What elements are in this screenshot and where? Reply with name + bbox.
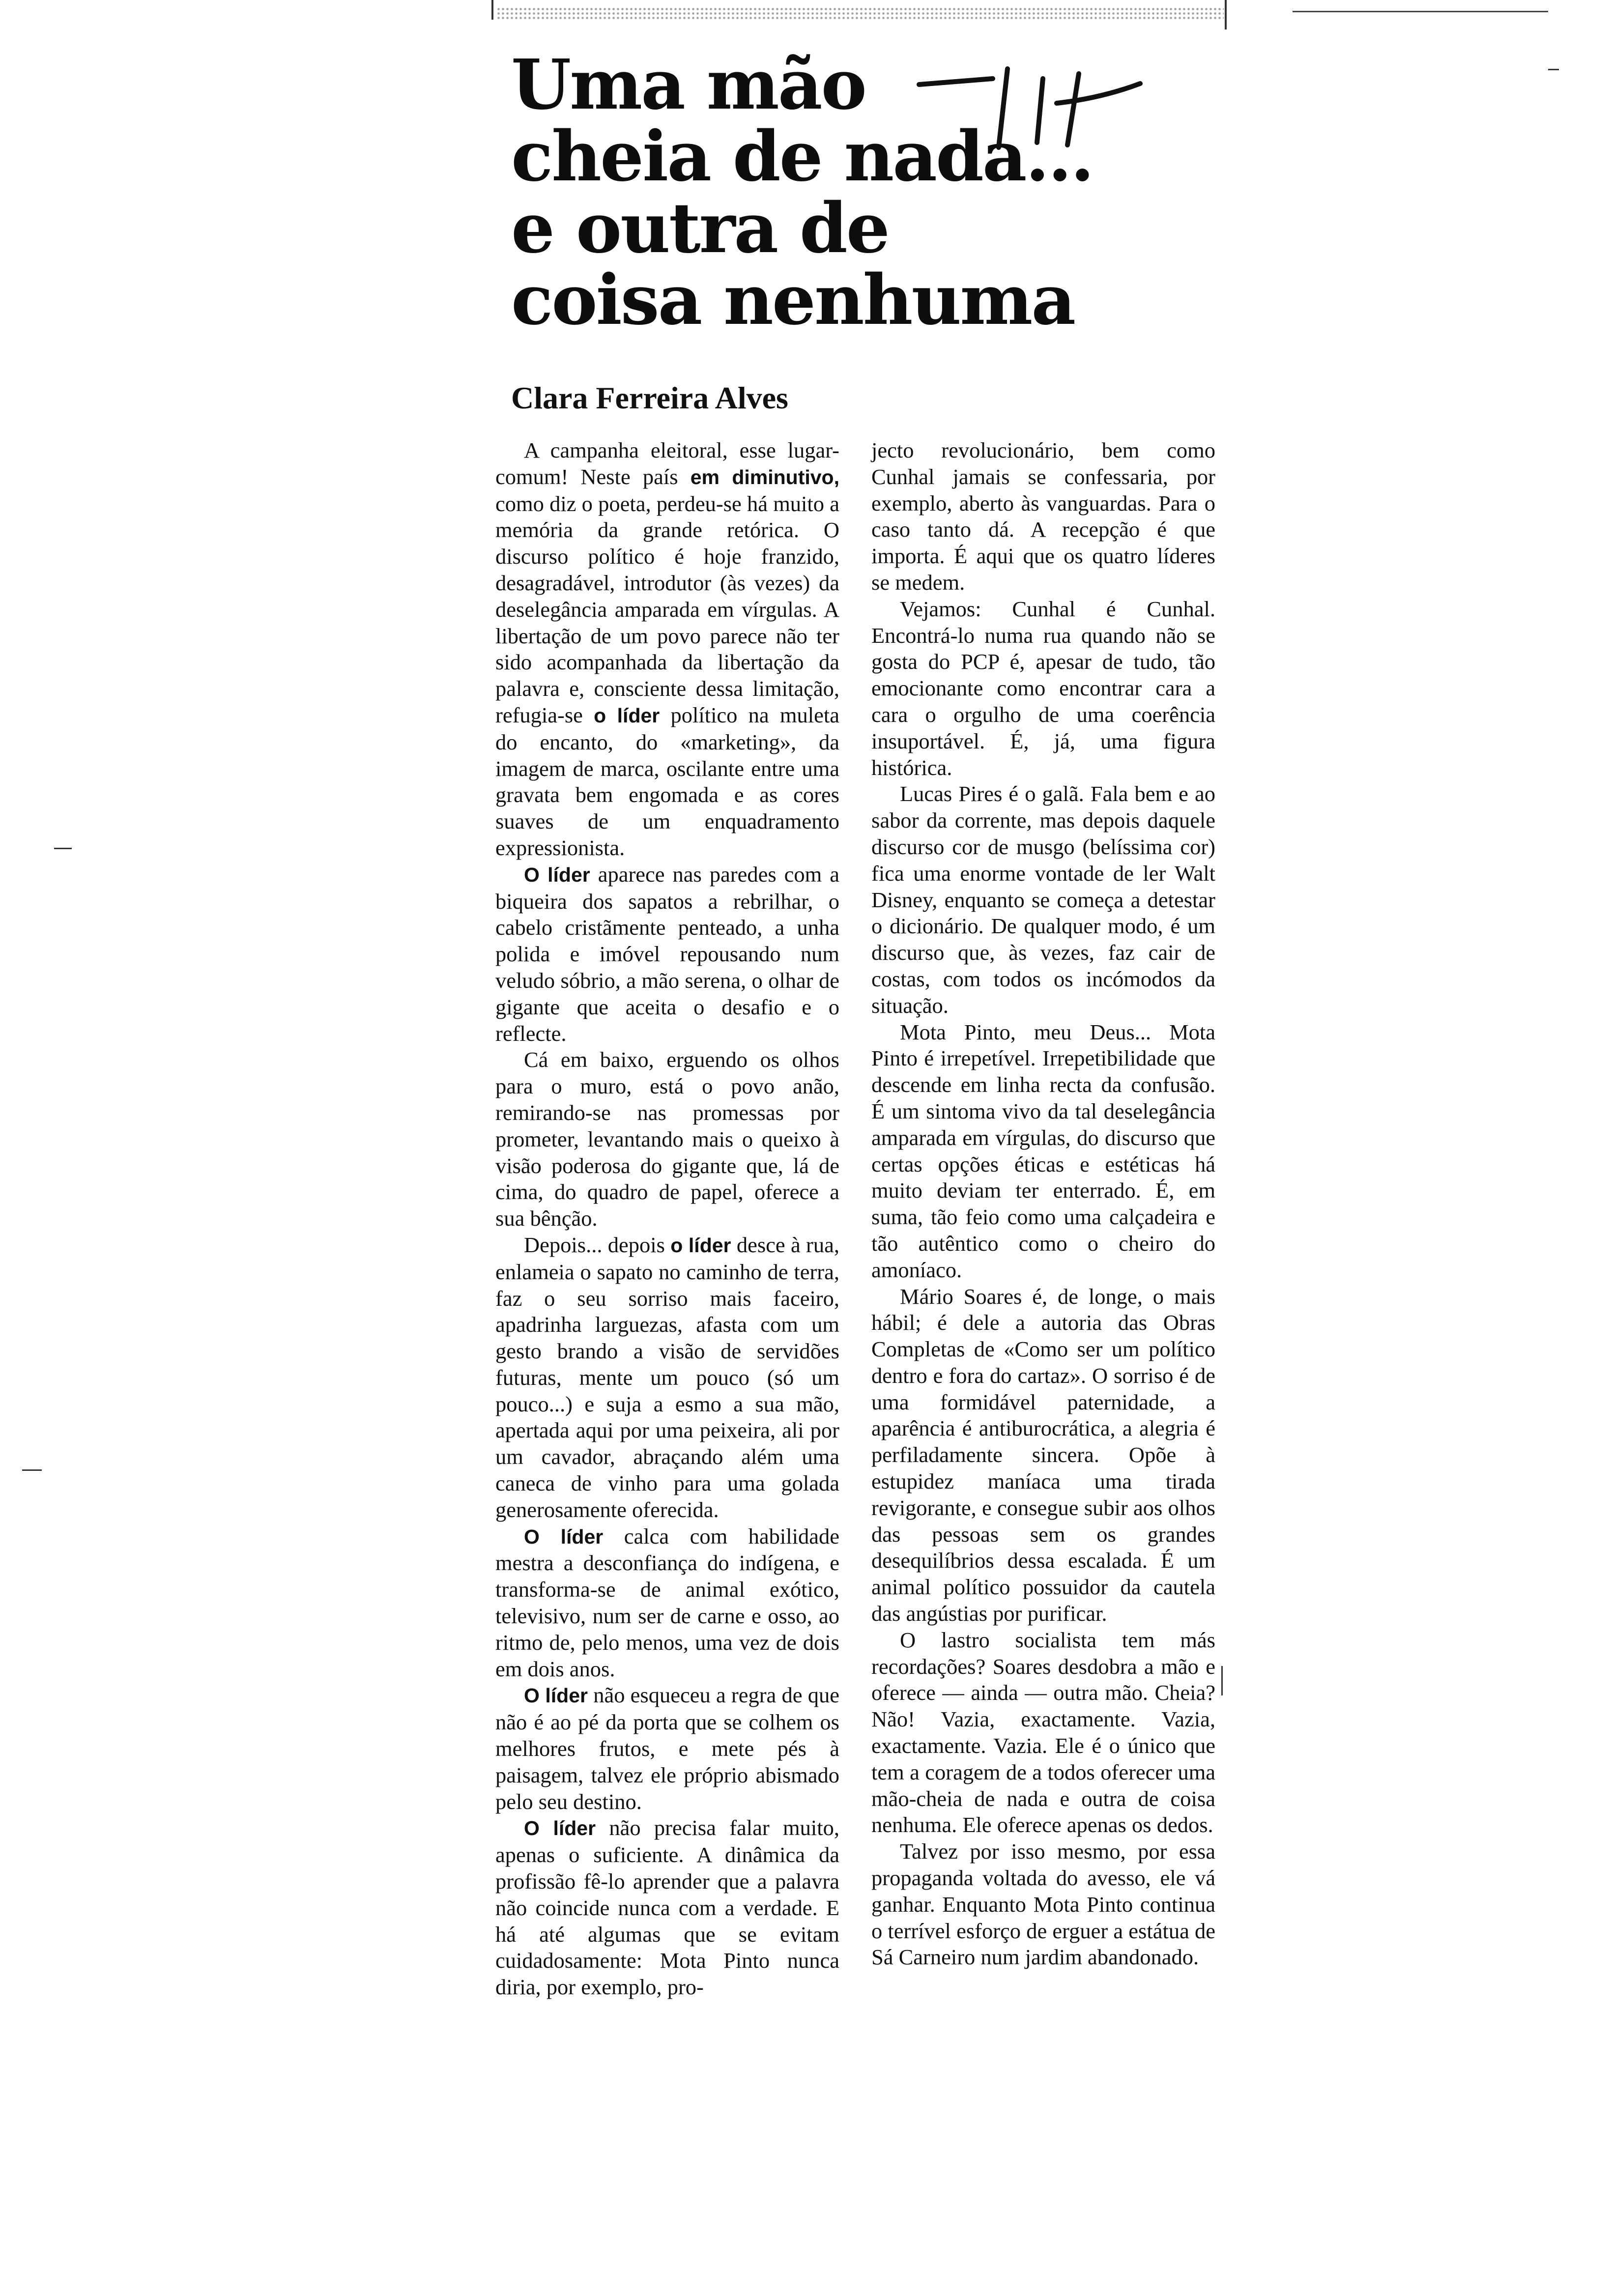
margin-mark bbox=[1221, 1666, 1223, 1695]
headline-line: e outra de bbox=[511, 188, 889, 269]
paragraph: O líder não precisa falar muito, apenas o suficiente. A dinâmica da profissão fê-lo aprender que a palavra não coincide nunca com a verdade. E há até algumas que se evitam cuidadosamente: Mota Pinto nunca diria, por exemplo, pro- bbox=[495, 1815, 839, 2000]
paragraph: O líder aparece nas paredes com a biqueira dos sapatos a rebrilhar, o cabelo cristãmente penteado, a unha polida e imóvel repousando num veludo sóbrio, a mão serena, o olhar de gigante que aceita o desafio e o reflecte. bbox=[495, 861, 839, 1046]
byline: Clara Ferreira Alves bbox=[511, 380, 788, 415]
paragraph: Mota Pinto, meu Deus... Mota Pinto é irrepetível. Irrepetibilidade que descende em linha recta da confusão. É um sintoma vivo da tal deselegância amparada em vírgulas, do discurso que certas opções éticas e estéticas há muito deviam ter enterrado. É, em suma, tão feio como uma calçadeira e tão autêntico como o cheiro do amoníaco. bbox=[871, 1019, 1215, 1282]
paragraph: Mário Soares é, de longe, o mais hábil; é dele a autoria das Obras Completas de «Como ser um político dentro e fora do cartaz». O sorriso é de uma formidável paternidade, a aparência é antiburocrática, a alegria é perfiladamente sincera. Opõe à estupidez maníaca uma tirada revigorante, e consegue subir aos olhos das pessoas sem os grandes desequilíbrios dessa escalada. É um animal político possuidor da cautela das angústias por purificar. bbox=[871, 1284, 1215, 1626]
headline-line: Uma mão bbox=[511, 45, 865, 125]
top-rule-line bbox=[1293, 11, 1548, 12]
paragraph: O líder calca com habilidade mestra a desconfiança do indígena, e transforma-se de animal exótico, televisivo, num ser de carne e osso, ao ritmo de, pelo menos, uma vez de dois em dois anos. bbox=[495, 1523, 840, 1681]
left-edge-mark bbox=[491, 0, 493, 20]
paragraph: A campanha eleitoral, esse lugar-comum! Neste país em diminutivo, como diz o poeta, perdeu-se há muito a memória da grande retórica. O discurso político é hoje franzido, desagradável, introdutor (às vezes) da deselegância amparada em vírgulas. A libertação de um povo parece não ter sido acompanhada da libertação da palavra e, consciente dessa limitação, refugia-se o líder político na muleta do encanto, do «marketing», da imagem de marca, oscilante entre uma gravata bem engomada e as cores suaves de um enquadramento expressionista. bbox=[495, 438, 839, 860]
paragraph: Depois... depois o líder desce à rua, enlameia o sapato no caminho de terra, faz o seu sorriso mais faceiro, apadrinha larguezas, afasta com um gesto brando a visão de servidões futuras, mente um pouco (só um pouco...) e suja a esmo a sua mão, apertada aqui por uma peixeira, ali por um cavador, abraçando além uma caneca de vinho para uma golada generosamente oferecida. bbox=[495, 1232, 839, 1522]
paragraph: Cá em baixo, erguendo os olhos para o muro, está o povo anão, remirando-se nas promessas por prometer, levantando mais o queixo à visão poderosa do gigante que, lá de cima, do quadro de papel, oferece a sua bênção. bbox=[495, 1047, 839, 1231]
handwritten-annotation bbox=[914, 54, 1170, 152]
scan-mark bbox=[54, 848, 72, 849]
scan-mark bbox=[22, 1469, 42, 1471]
paragraph: Talvez por isso mesmo, por essa propaganda voltada do avesso, ele vá ganhar. Enquanto Mota Pinto continua o terrível esforço de erguer a estátua de Sá Carneiro num jardim abandonado. bbox=[871, 1839, 1215, 1970]
torn-top-edge bbox=[496, 7, 1224, 20]
paragraph: O lastro socialista tem más recordações? Soares desdobra a mão e oferece — ainda — outra mão. Cheia? Não! Vazia, exactamente. Vazia, exactamente. Vazia. Ele é o único que tem a coragem de a todos oferecer uma mão-cheia de nada e outra de coisa nenhuma. Ele oferece apenas os dedos. bbox=[871, 1627, 1215, 1837]
paragraph: jecto revolucionário, bem como Cunhal jamais se confessaria, por exemplo, aberto às vanguardas. Para o caso tanto dá. A recepção é que importa. É aqui que os quatro líderes se medem. bbox=[871, 438, 1215, 595]
paragraph: Lucas Pires é o galã. Fala bem e ao sabor da corrente, mas depois daquele discurso cor de musgo (belíssima cor) fica uma enorme vontade de ler Walt Disney, enquanto se começa a detestar o dicionário. De qualquer modo, é um discurso que, às vezes, faz cair de costas, com todos os incómodos da situação. bbox=[871, 781, 1215, 1018]
headline-line: coisa nenhuma bbox=[511, 260, 1075, 341]
article-column-right bbox=[871, 437, 1215, 1971]
scan-mark bbox=[1548, 69, 1559, 70]
article-column-left bbox=[495, 437, 839, 2001]
paragraph: O líder não esqueceu a regra de que não é ao pé da porta que se colhem os melhores frutos, e mete pés à paisagem, talvez ele próprio abismado pelo seu destino. bbox=[495, 1683, 839, 1814]
right-edge-mark bbox=[1225, 0, 1227, 29]
headline-line: cheia de nada... bbox=[511, 116, 1093, 197]
paragraph: Vejamos: Cunhal é Cunhal. Encontrá-lo numa rua quando não se gosta do PCP é, apesar de tudo, tão emocionante como encontrar cara a cara o orgulho de uma coerência insuportável. É, já, uma figura histórica. bbox=[871, 596, 1215, 780]
